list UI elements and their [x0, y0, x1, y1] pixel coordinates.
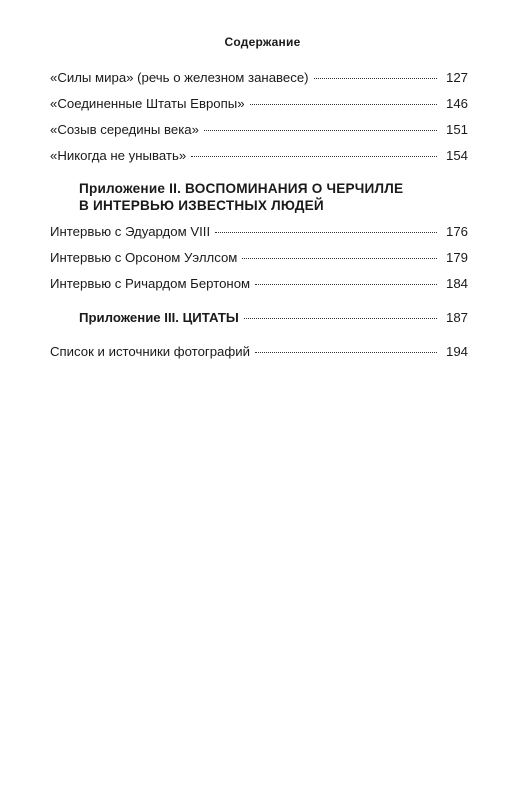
toc-entry-page: 151: [445, 122, 468, 137]
dot-leader: [314, 78, 437, 79]
dot-leader: [242, 258, 437, 259]
dot-leader: [255, 352, 437, 353]
photos-entry: [50, 344, 468, 359]
dot-leader: [244, 318, 437, 319]
toc-entry-page: 154: [445, 148, 468, 163]
dot-leader: [215, 232, 437, 233]
toc-entry-title: «Никогда не унывать»: [50, 148, 187, 163]
appendix-2-heading-line-1: Приложение II. ВОСПОМИНАНИЯ О ЧЕРЧИЛЛЕ: [79, 181, 404, 196]
toc-entry: [50, 276, 468, 291]
toc-entry-title: Интервью с Ричардом Бертоном: [50, 276, 251, 291]
dot-leader: [204, 130, 437, 131]
appendix-3-entry: [79, 310, 468, 325]
toc-entry: [50, 224, 468, 239]
toc-entry-page: 146: [445, 96, 468, 111]
running-header: Содержание: [224, 35, 301, 49]
toc-entry-page: 184: [445, 276, 468, 291]
toc-entry: [50, 148, 468, 163]
toc-entry: [50, 70, 468, 85]
toc-entry-title: Интервью с Орсоном Уэллсом: [50, 250, 238, 265]
toc-entry-title: «Соединенные Штаты Европы»: [50, 96, 245, 111]
toc-entry-page: 176: [445, 224, 468, 239]
toc-entry-title: Интервью с Эдуардом VIII: [50, 224, 211, 239]
dot-leader: [191, 156, 437, 157]
toc-entry: [50, 250, 468, 265]
appendix-3-title: Приложение III. ЦИТАТЫ: [79, 310, 239, 325]
toc-entry-title: «Созыв середины века»: [50, 122, 199, 137]
toc-entry-page: 127: [445, 70, 468, 85]
toc-entry: [50, 96, 468, 111]
appendix-2-heading: [79, 180, 468, 214]
appendix-3-page: 187: [445, 310, 468, 325]
toc-entry-title: «Силы мира» (речь о железном занавесе): [50, 70, 309, 85]
dot-leader: [255, 284, 437, 285]
toc-entry: [50, 122, 468, 137]
dot-leader: [250, 104, 437, 105]
appendix-2-heading-line-2: В ИНТЕРВЬЮ ИЗВЕСТНЫХ ЛЮДЕЙ: [79, 198, 324, 213]
toc-entry-page: 179: [445, 250, 468, 265]
photos-page: 194: [445, 344, 468, 359]
photos-title: Список и источники фотографий: [50, 344, 250, 359]
